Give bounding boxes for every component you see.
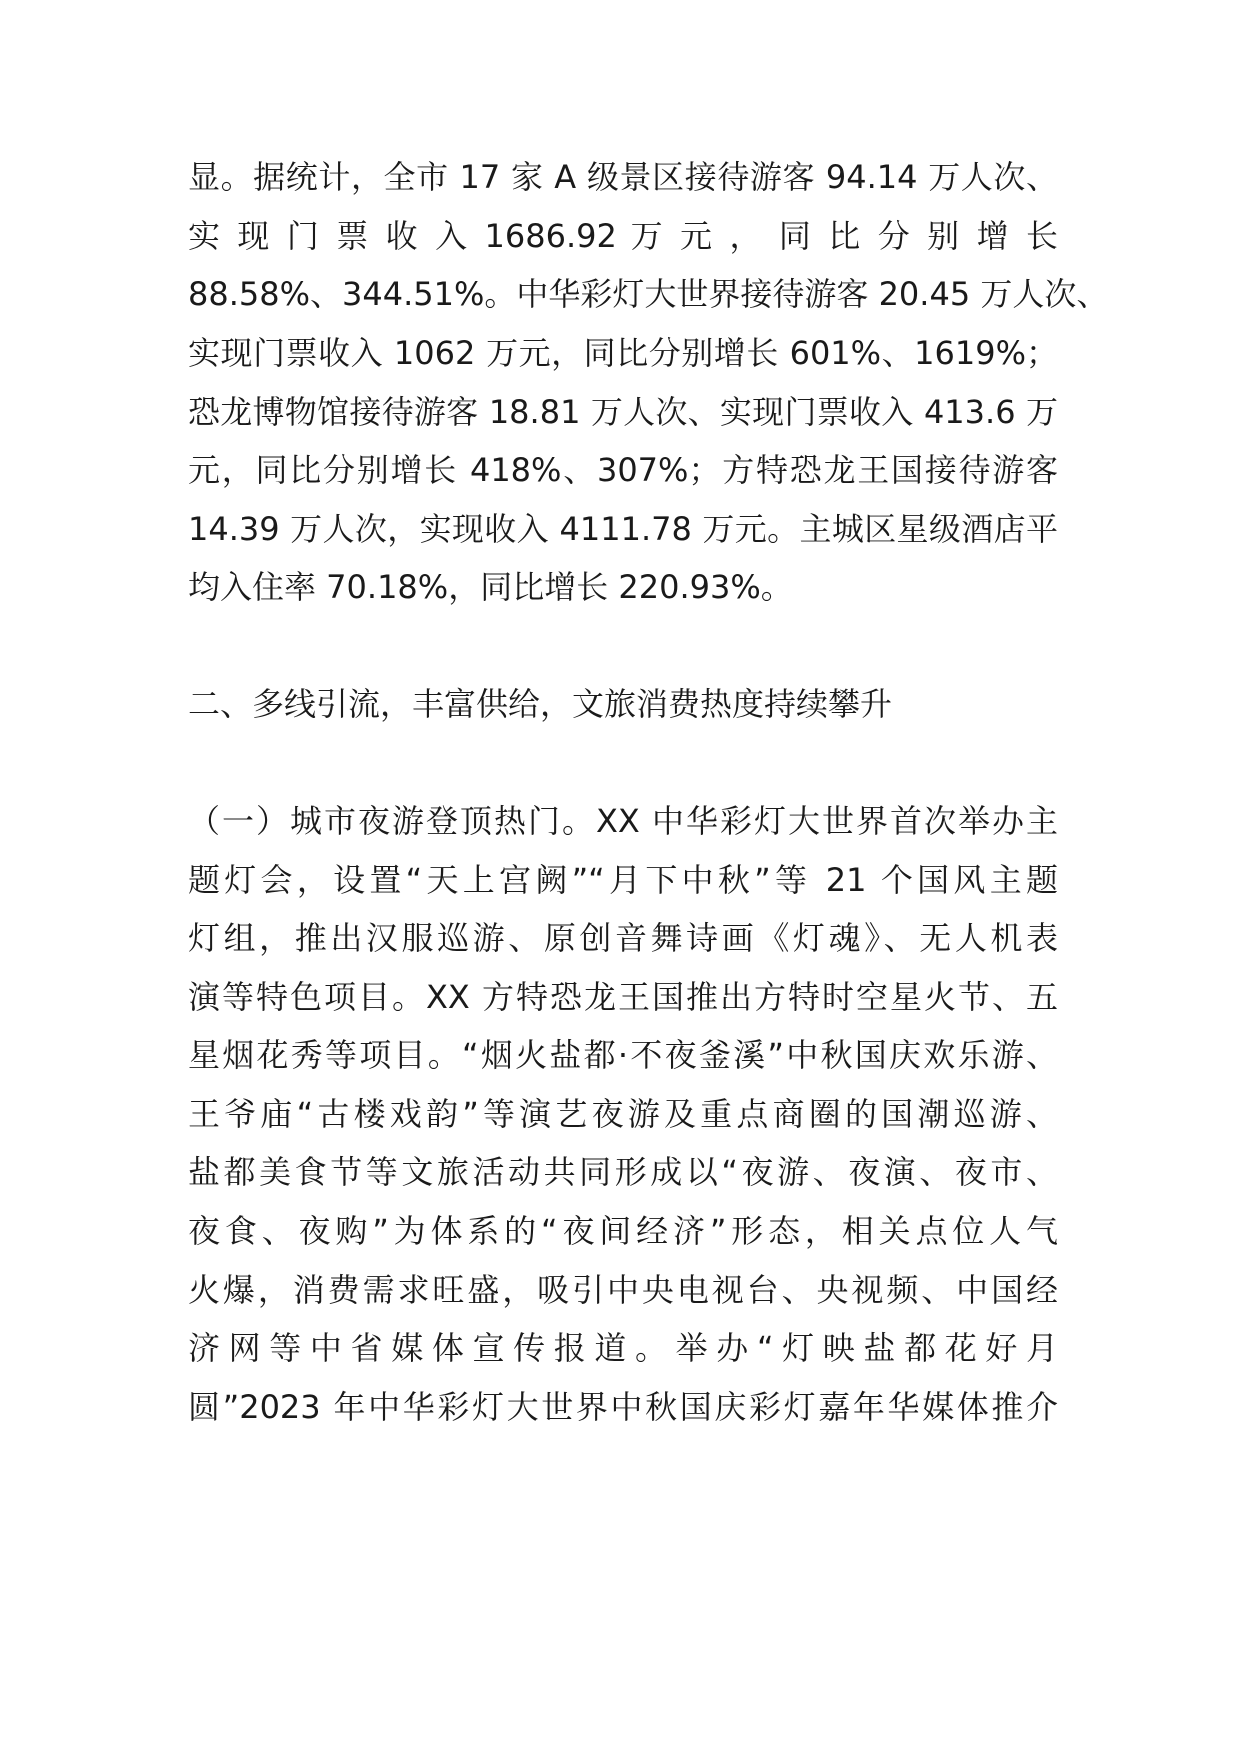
paragraph-1-line-8: 均入住率 70.18%，同比增长 220.93%。: [188, 568, 793, 606]
paragraph-2-line-2: 题灯会，设置“天上宫阙”“月下中秋”等 21 个国风主题: [188, 861, 1058, 899]
paragraph-1-line-2: 实 现 门 票 收 入 1686.92 万 元 ， 同 比 分 别 增 长: [188, 217, 1058, 255]
paragraph-1-line-5: 恐龙博物馆接待游客 18.81 万人次、实现门票收入 413.6 万: [188, 393, 1058, 431]
section-heading: 二、多线引流，丰富供给，文旅消费热度持续攀升: [188, 685, 893, 723]
paragraph-2-line-10: 济网等中省媒体宣传报道。举办“灯映盐都花好月: [188, 1329, 1058, 1367]
paragraph-2-line-9: 火爆，消费需求旺盛，吸引中央电视台、央视频、中国经: [188, 1271, 1058, 1309]
paragraph-2-line-4: 演等特色项目。XX 方特恐龙王国推出方特时空星火节、五: [188, 978, 1058, 1016]
paragraph-1-line-6: 元，同比分别增长 418%、307%；方特恐龙王国接待游客: [188, 451, 1058, 489]
paragraph-1-line-7: 14.39 万人次，实现收入 4111.78 万元。主城区星级酒店平: [188, 510, 1058, 548]
paragraph-2-line-7: 盐都美食节等文旅活动共同形成以“夜游、夜演、夜市、: [188, 1153, 1058, 1191]
paragraph-1-line-1: 显。据统计，全市 17 家 A 级景区接待游客 94.14 万人次、: [188, 158, 1058, 196]
paragraph-2-line-1: （一）城市夜游登顶热门。XX 中华彩灯大世界首次举办主: [188, 802, 1058, 840]
paragraph-1-line-4: 实现门票收入 1062 万元，同比分别增长 601%、1619%；: [188, 334, 1058, 372]
paragraph-2-line-6: 王爷庙“古楼戏韵”等演艺夜游及重点商圈的国潮巡游、: [188, 1095, 1058, 1133]
paragraph-2-line-5: 星烟花秀等项目。“烟火盐都·不夜釜溪”中秋国庆欢乐游、: [188, 1036, 1058, 1074]
paragraph-2-line-11: 圆”2023 年中华彩灯大世界中秋国庆彩灯嘉年华媒体推介: [188, 1388, 1058, 1426]
paragraph-2-line-8: 夜食、夜购”为体系的“夜间经济”形态，相关点位人气: [188, 1212, 1058, 1250]
paragraph-2-line-3: 灯组，推出汉服巡游、原创音舞诗画《灯魂》、无人机表: [188, 919, 1058, 957]
paragraph-1-line-3: 88.58%、344.51%。中华彩灯大世界接待游客 20.45 万人次、: [188, 275, 1109, 313]
